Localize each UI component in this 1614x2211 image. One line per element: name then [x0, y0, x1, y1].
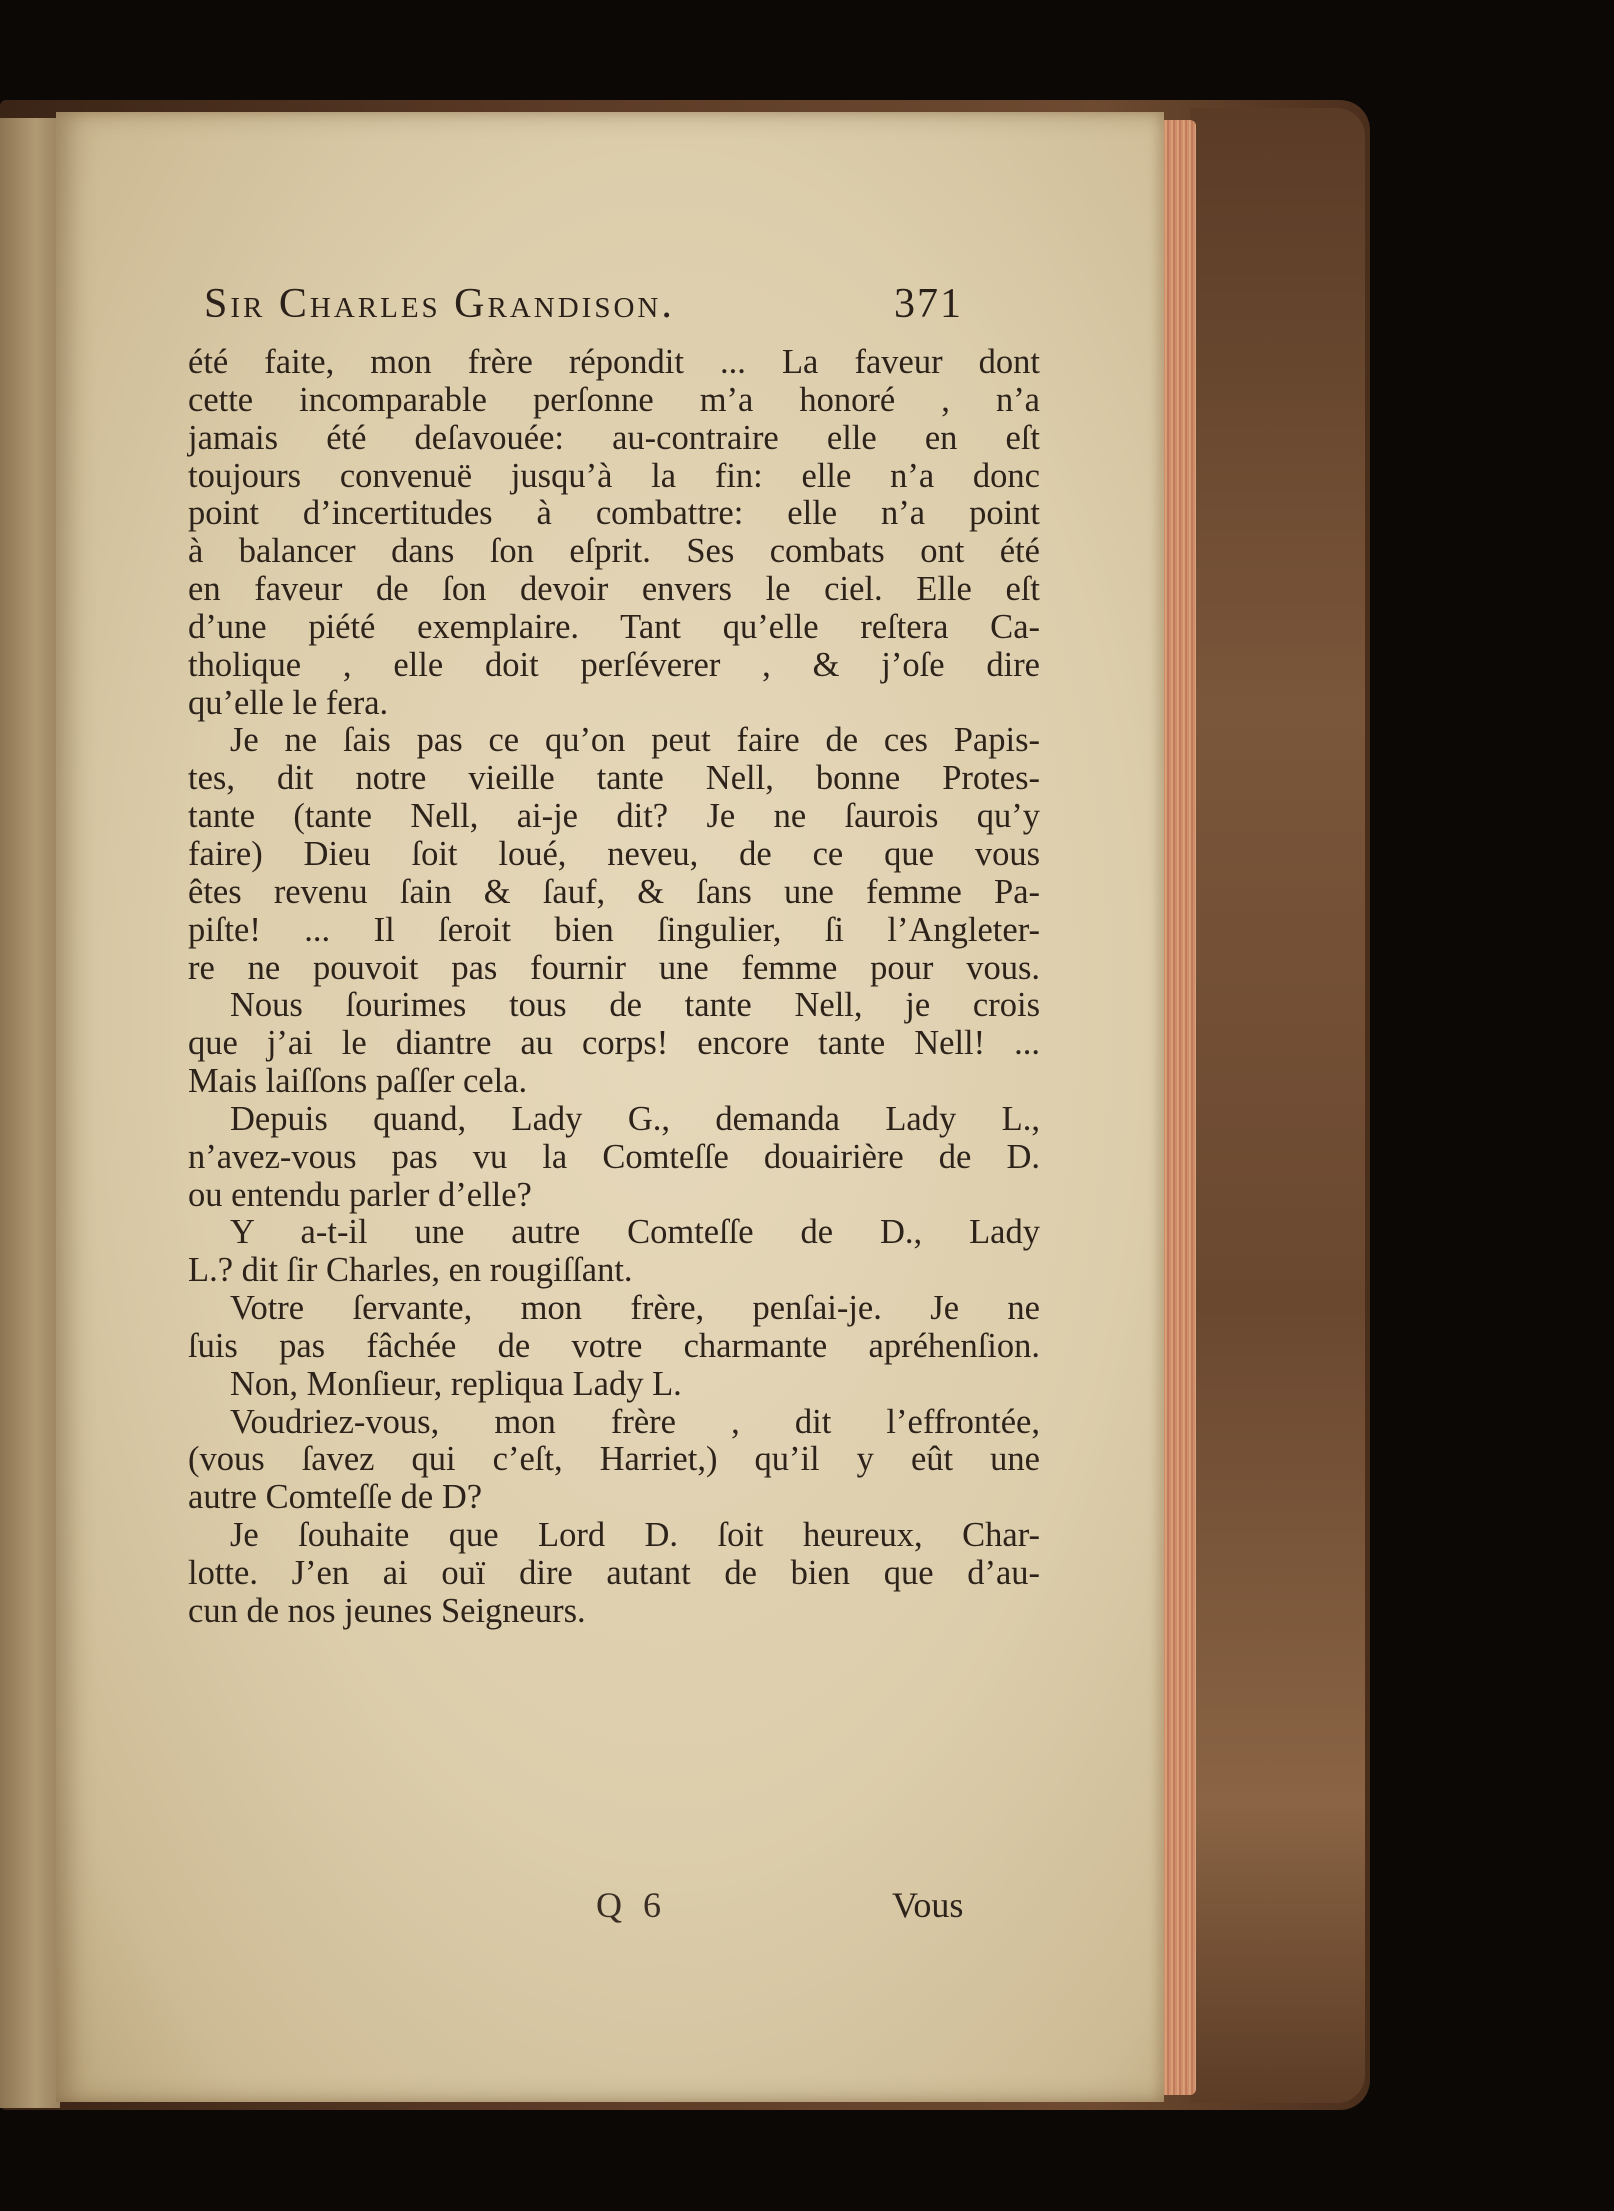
text-line: piſte! ... Il ſeroit bien ſingulier, ſi l’Angleter- [188, 910, 1040, 949]
running-head [56, 280, 1164, 340]
facing-page-edge [0, 118, 60, 2108]
text-line: Je ne ſais pas ce qu’on peut faire de ces Papis- [230, 721, 1040, 760]
text-line: L.? dit ſir Charles, en rougiſſant. [188, 1251, 633, 1290]
text-line: Non, Monſieur, repliqua Lady L. [230, 1364, 682, 1403]
page-footer [56, 1884, 1164, 1934]
text-line: Nous ſourimes tous de tante Nell, je crois [230, 986, 1040, 1025]
text-line: cette incomparable perſonne m’a honoré , n’a [188, 380, 1040, 419]
text-line: Mais laiſſons paſſer cela. [188, 1062, 528, 1101]
text-line: été faite, mon frère répondit ... La faveur dont [188, 343, 1040, 381]
text-line: ou entendu parler d’elle? [188, 1175, 532, 1214]
text-line: qu’elle le fera. [188, 683, 389, 722]
text-line: lotte. J’en ai ouï dire autant de bien que d’au- [188, 1554, 1040, 1592]
text-line: d’une piété exemplaire. Tant qu’elle reſtera Ca- [188, 607, 1040, 646]
text-line: autre Comteſſe de D? [188, 1478, 483, 1517]
text-line: n’avez-vous pas vu la Comteſſe douairière de D. [188, 1137, 1040, 1176]
text-line: Je ſouhaite que Lord D. ſoit heureux, Char- [230, 1516, 1040, 1555]
text-line: à balancer dans ſon eſprit. Ses combats ont été [188, 532, 1040, 571]
body-text [188, 344, 1040, 1631]
text-line: faire) Dieu ſoit loué, neveu, de ce que vous [188, 834, 1040, 873]
text-line: jamais été deſavouée: au-contraire elle en eſt [188, 418, 1040, 457]
text-line: cun de nos jeunes Seigneurs. [188, 1591, 586, 1630]
signature-mark: Q 6 [596, 1885, 667, 1925]
text-line: Y a-t-il une autre Comteſſe de D., Lady [230, 1213, 1040, 1252]
text-line: êtes revenu ſain & ſauf, & ſans une femme Pa- [188, 872, 1040, 911]
text-line: que j’ai le diantre au corps! encore tante Nell! ... [188, 1024, 1040, 1063]
text-line: Votre ſervante, mon frère, penſai-je. Je ne [230, 1289, 1040, 1328]
text-line: re ne pouvoit pas fournir une femme pour vous. [188, 948, 1040, 987]
book-cover-back-board [1190, 108, 1365, 2103]
text-line: ſuis pas fâchée de votre charmante apréhenſion. [188, 1326, 1040, 1365]
running-head-title: Sir Charles Grandison. [204, 281, 675, 327]
text-line: tholique , elle doit perſéverer , & j’oſe dire [188, 645, 1040, 684]
text-line: tes, dit notre vieille tante Nell, bonne Protes- [188, 759, 1040, 798]
text-line: (vous ſavez qui c’eſt, Harriet,) qu’il y eût une [188, 1440, 1040, 1479]
text-line: en faveur de ſon devoir envers le ciel. Elle eſt [188, 570, 1040, 609]
text-line: toujours convenuë jusqu’à la fin: elle n’a donc [188, 456, 1040, 495]
text-line: tante (tante Nell, ai-je dit? Je ne ſaurois qu’y [188, 797, 1040, 836]
page-number: 371 [894, 281, 963, 327]
text-line: Voudriez-vous, mon frère , dit l’effrontée, [230, 1402, 1040, 1441]
catchword: Vous [892, 1885, 964, 1925]
text-line: Depuis quand, Lady G., demanda Lady L., [230, 1099, 1040, 1138]
book-page [56, 112, 1164, 2102]
text-line: point d’incertitudes à combattre: elle n’a point [188, 494, 1040, 533]
